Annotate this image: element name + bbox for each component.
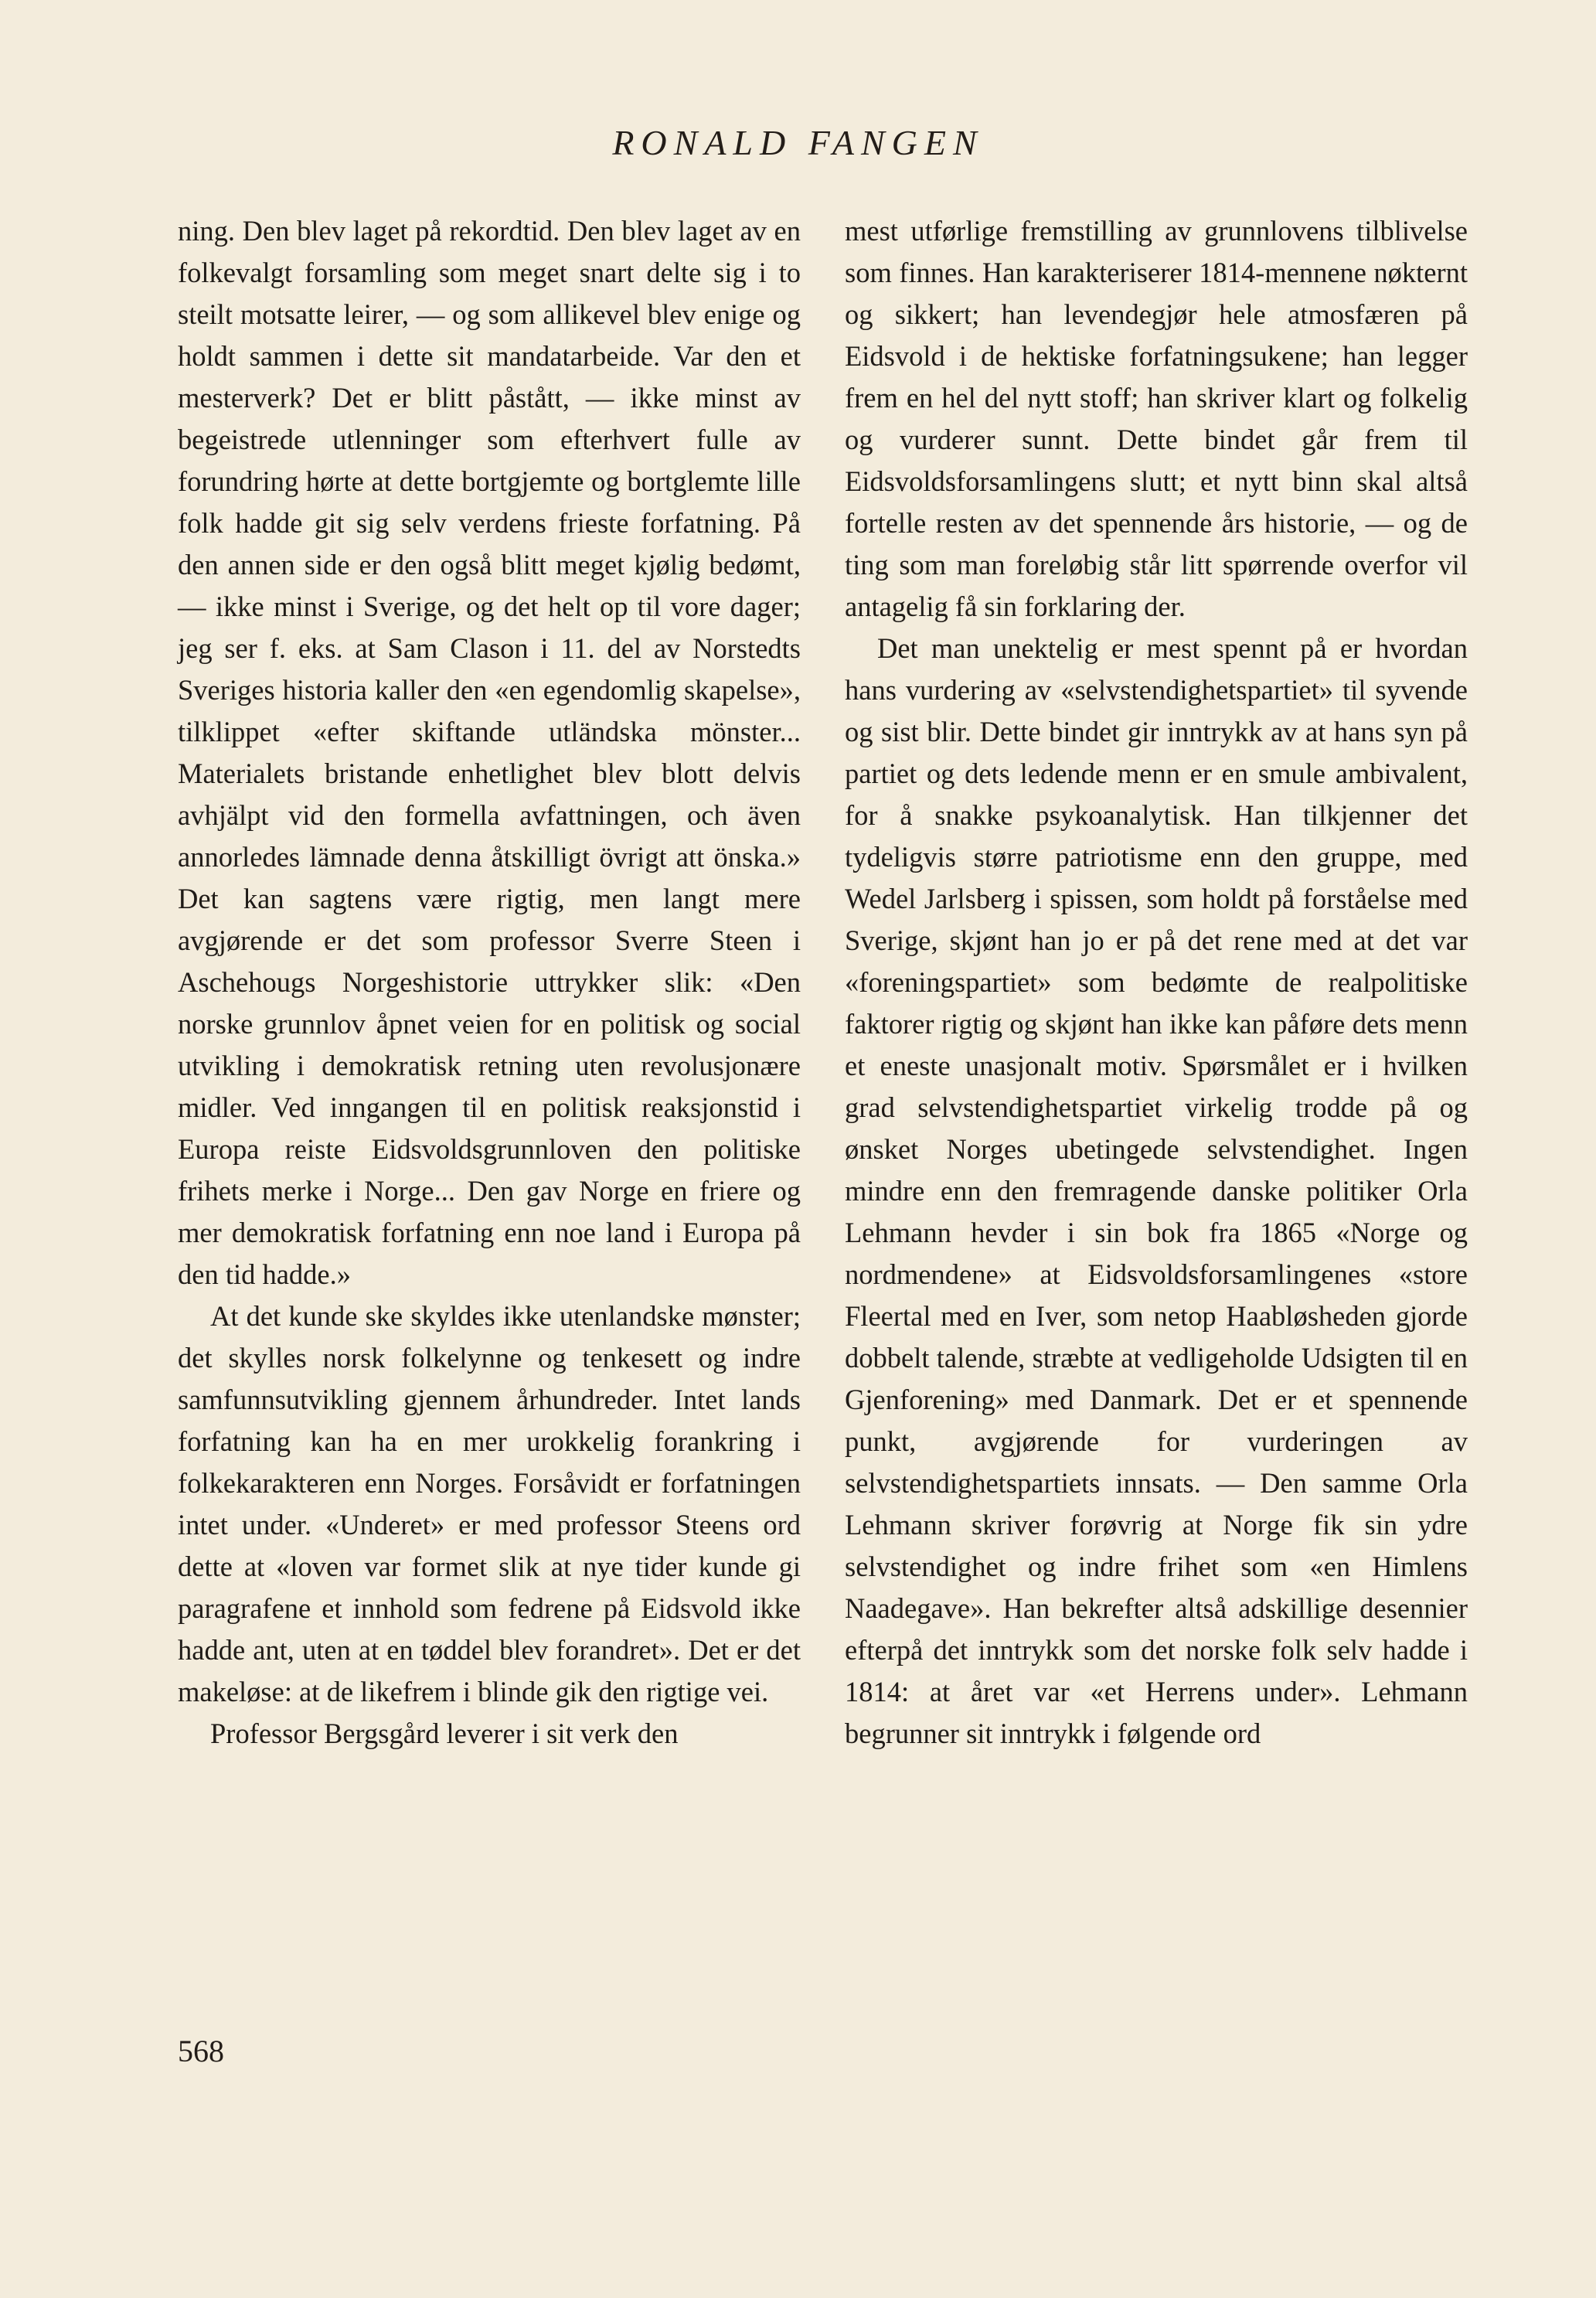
paragraph: Professor Bergsgård leverer i sit verk den [210,1718,679,1749]
paragraph: At det kunde ske skyldes ikke utenlandske mønster; det skylles norsk folkelynne og tenkesett og indre samfunnsutvikling gjennem århundreder. Intet lands forfatning kan ha en mer urokkelig forankring i folkekarakteren enn Norges. Forsåvidt er forfatningen intet under. «Underet» er med professor Steens ord dette at «loven var formet slik at nye tider kunde gi paragrafene et innhold som fedrene på Eidsvold ikke hadde ant, uten at en tøddel blev forandret». Det er det makeløse: at de likefrem i blinde gik den rigtige vei. [178,1300,801,1707]
running-header: RONALD FANGEN [612,123,984,162]
page-number: 568 [178,2034,224,2068]
paragraph: Det man unektelig er mest spennt på er hvordan hans vurdering av «selvstendighetspartiet» til syvende og sist blir. Dette bindet gir inntrykk av at hans syn på partiet og dets ledende menn er en smule ambivalent, for å snakke psykoanalytisk. Han tilkjenner det tydeligvis større patriotisme enn den gruppe, med Wedel Jarlsberg i spissen, som holdt på forståelse med Sverige, skjønt han jo er på det rene med at det var «foreningspartiet» som bedømte de realpolitiske faktorer rigtig og skjønt han ikke kan påføre dets menn et eneste unasjonalt motiv. Spørsmålet er i hvilken grad selvstendighetspartiet virkelig trodde på og ønsket Norges ubetingede selvstendighet. Ingen mindre enn den fremragende danske politiker Orla Lehmann hevder i sin bok fra 1865 «Norge og nordmendene» at Eidsvoldsforsamlingenes «store Fleertal med en Iver, som netop Haabløsheden gjorde dobbelt talende, stræbte at vedligeholde Udsigten til en Gjenforening» med Danmark. Det er et spennende punkt, avgjørende for vurderingen av selvstendighetspartiets innsats. — Den samme Orla Lehmann skriver forøvrig at Norge fik sin ydre selvstendighet og indre frihet som «en Himlens Naadegave». Han bekrefter altså adskillige desennier efterpå det inntrykk som det norske folk selv hadde i 1814: at året var «et Herrens under». Lehmann begrunner sit inntrykk i følgende ord [845,632,1468,1749]
left-column [178,210,801,1755]
paragraph: ning. Den blev laget på rekordtid. Den blev laget av en folkevalgt forsamling som meget snart delte sig i to steilt motsatte leirer, — og som allikevel blev enige og holdt sammen i dette sit mandatarbeide. Var den et mesterverk? Det er blitt påstått, — ikke minst av begeistrede utlenninger som efterhvert fulle av forundring hørte at dette bortgjemte og bortglemte lille folk hadde git sig selv verdens frieste forfatning. På den annen side er den også blitt meget kjølig bedømt, — ikke minst i Sverige, og det helt op til vore dager; jeg ser f. eks. at Sam Clason i 11. del av Norstedts Sveriges historia kaller den «en egendomlig skapelse», tilklippet «efter skiftande utländska mönster... Materialets bristande enhetlighet blev blott delvis avhjälpt vid den formella avfattningen, och även annorledes lämnade denna åtskilligt övrigt att önska.» Det kan sagtens være rigtig, men langt mere avgjørende er det som professor Sverre Steen i Aschehougs Norgeshistorie uttrykker slik: «Den norske grunnlov åpnet veien for en politisk og social utvikling i demokratisk retning uten revolusjonære midler. Ved inngangen til en politisk reaksjonstid i Europa reiste Eidsvoldsgrunnloven den politiske frihets merke i Norge... Den gav Norge en friere og mer demokratisk forfatning enn noe land i Europa på den tid hadde.» [178,215,801,1290]
paragraph: mest utførlige fremstilling av grunnlovens tilblivelse som finnes. Han karakteriserer 1814-mennene nøkternt og sikkert; han levendegjør hele atmosfæren på Eidsvold i de hektiske forfatningsukene; han legger frem en hel del nytt stoff; han skriver klart og folkelig og vurderer sunnt. Dette bindet går frem til Eidsvoldsforsamlingens slutt; et nytt binn skal altså fortelle resten av det spennende års historie, — og de ting som man foreløbig står litt spørrende overfor vil antagelig få sin forklaring der. [845,215,1468,622]
right-column [845,210,1468,1755]
